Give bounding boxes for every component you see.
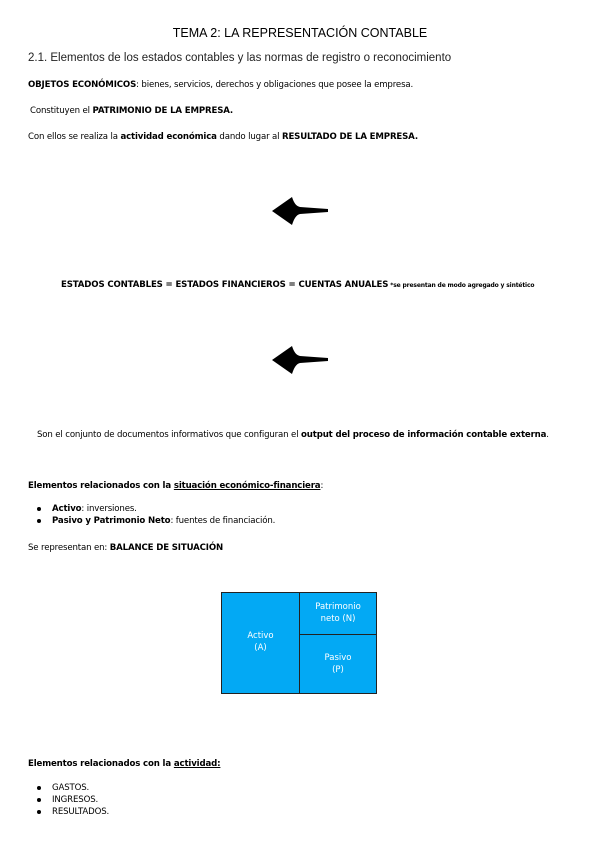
list-item-term: Pasivo y Patrimonio Neto (52, 516, 171, 526)
patrimonio-term: PATRIMONIO DE LA EMPRESA. (92, 106, 234, 116)
patrimonio-label: Patrimonio (315, 602, 361, 612)
patrimonio-pre: Constituyen el (30, 106, 93, 116)
page-title: TEMA 2: LA REPRESENTACIÓN CONTABLE (172, 26, 428, 40)
actividad-term: actividad económica (120, 132, 217, 142)
list-item-text: GASTOS. (52, 783, 90, 793)
estados-note: *se presentan de modo agregado y sintético (388, 282, 535, 289)
patrimonio-cell (300, 593, 376, 635)
list-item-text: INGRESOS. (52, 795, 99, 805)
objetos-economicos-line (28, 80, 413, 90)
conjunto-pre: Son el conjunto de documentos informativos que configuran el (37, 430, 302, 440)
activo-abbr: (A) (254, 643, 267, 653)
situacion-pre: Elementos relacionados con la (28, 481, 174, 491)
list-item (28, 782, 109, 794)
list-item-text: RESULTADOS. (52, 807, 110, 817)
activo-cell (222, 593, 300, 693)
situacion-heading (28, 481, 323, 491)
pasivo-abbr: (P) (332, 665, 344, 675)
output-term: output del proceso de información contable externa (301, 430, 547, 440)
actividad-pre: Con ellos se realiza la (28, 132, 121, 142)
list-item (28, 794, 109, 806)
estados-contables-line (61, 280, 534, 290)
pasivo-label: Pasivo (324, 653, 352, 663)
situacion-term: situación económico-financiera (173, 481, 321, 491)
actividad-list (28, 782, 109, 818)
actividad-line (28, 132, 418, 142)
objetos-term: OBJETOS ECONÓMICOS (28, 80, 137, 90)
left-arrow-icon (270, 344, 328, 376)
situacion-list (28, 503, 275, 527)
section-subtitle: 2.1. Elementos de los estados contables y las normas de registro o reconocimiento (28, 52, 452, 64)
conjunto-post: . (546, 430, 549, 440)
list-item-text: : inversiones. (81, 504, 137, 514)
list-item-term: Activo (52, 504, 82, 514)
balance-diagram (221, 592, 377, 694)
patrimonio-abbr: neto (N) (320, 614, 356, 624)
left-arrow-icon (270, 195, 328, 227)
balance-line (28, 543, 223, 553)
list-item (28, 503, 275, 515)
list-item-text: : fuentes de financiación. (170, 516, 276, 526)
conjunto-line (37, 430, 549, 440)
actividad-heading (28, 759, 220, 769)
bullet-icon (37, 798, 41, 802)
actividad-heading-term: actividad: (173, 759, 221, 769)
bullet-icon (37, 519, 41, 523)
bullet-icon (37, 786, 41, 790)
activo-label: Activo (247, 631, 274, 641)
list-item (28, 515, 275, 527)
balance-term: BALANCE DE SITUACIÓN (109, 543, 224, 553)
list-item (28, 806, 109, 818)
balance-pre: Se representan en: (28, 543, 110, 553)
actividad-heading-pre: Elementos relacionados con la (28, 759, 174, 769)
pasivo-cell (300, 635, 376, 693)
objetos-definition: : bienes, servicios, derechos y obligaciones que posee la empresa. (136, 80, 414, 90)
situacion-post: : (320, 481, 324, 491)
estados-equation: ESTADOS CONTABLES = ESTADOS FINANCIEROS = CUENTAS ANUALES (61, 280, 389, 290)
resultado-term: RESULTADO DE LA EMPRESA. (281, 132, 418, 142)
patrimonio-line (30, 106, 233, 116)
bullet-icon (37, 507, 41, 511)
actividad-mid: dando lugar al (216, 132, 282, 142)
bullet-icon (37, 810, 41, 814)
